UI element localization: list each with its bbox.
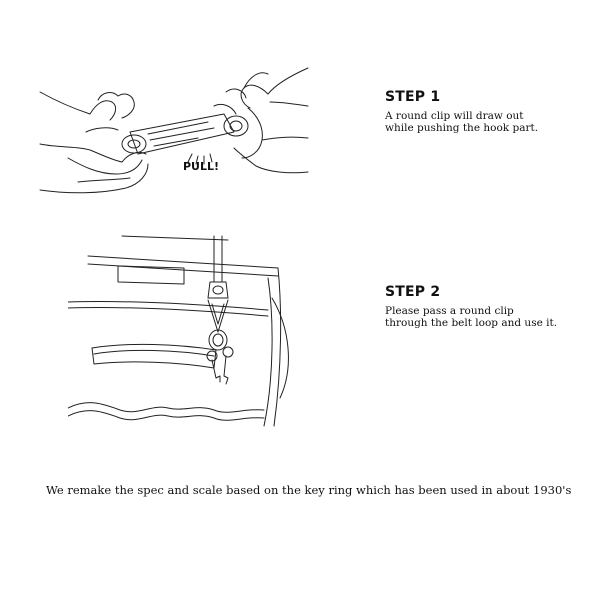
step1-instructions — [385, 89, 538, 134]
step1-line-2: while pushing the hook part. — [385, 122, 539, 134]
step2-text — [385, 305, 557, 329]
jeans-belt-loop-keyring-icon — [68, 228, 294, 428]
step2-title: STEP 2 — [385, 284, 441, 300]
step1-line-1: A round clip will draw out — [385, 110, 524, 122]
step1-title: STEP 1 — [385, 89, 441, 105]
step2-line-2: through the belt loop and use it. — [385, 317, 558, 329]
step2-instructions — [385, 284, 557, 329]
hands-pulling-key-clip-icon — [38, 62, 310, 212]
footer-note: We remake the spec and scale based on the key ring which has been used in about 1930's — [46, 483, 572, 497]
step2-line-1: Please pass a round clip — [385, 305, 514, 317]
step1-text — [385, 110, 538, 134]
pull-callout: PULL! — [183, 160, 220, 173]
